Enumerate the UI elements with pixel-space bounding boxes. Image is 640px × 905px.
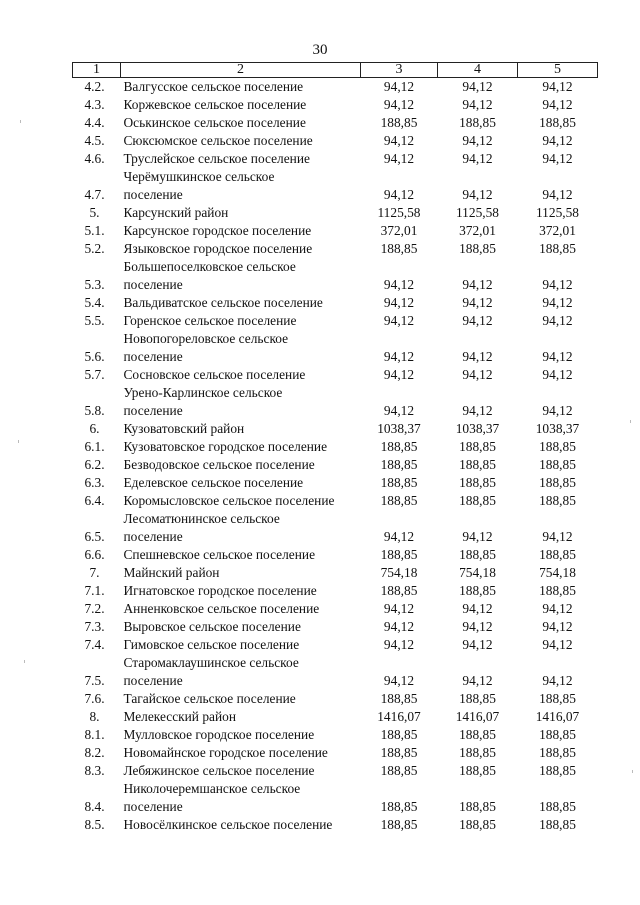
municipality-name-line: Николочеремшанское сельское — [123, 781, 301, 796]
value-column-4: 94,12 — [462, 349, 493, 364]
column-header-3: 3 — [361, 63, 438, 78]
municipality-name-line: Лесоматюнинское сельское — [123, 511, 280, 526]
value-column-5: 94,12 — [542, 619, 573, 634]
value-column-5: 188,85 — [539, 583, 576, 598]
value-column-3: 188,85 — [380, 493, 418, 508]
municipality-name — [121, 240, 361, 258]
municipality-name-line: поселение — [123, 799, 183, 814]
value-column-4: 188,85 — [459, 691, 496, 706]
municipality-name — [121, 384, 361, 420]
municipality-name — [121, 762, 361, 780]
municipality-name — [121, 636, 361, 654]
row-number: 5.7. — [84, 367, 105, 382]
scan-speck — [18, 440, 19, 443]
row-number: 6.4. — [84, 493, 105, 508]
value-column-5: 94,12 — [542, 367, 573, 382]
table-row — [73, 744, 598, 762]
scan-speck — [24, 660, 25, 663]
value-column-5: 754,18 — [539, 565, 576, 580]
municipality-name — [121, 618, 361, 636]
value-column-3: 94,12 — [383, 313, 415, 328]
municipality-name — [121, 168, 361, 204]
row-number: 5. — [89, 205, 100, 220]
municipality-name — [121, 510, 361, 546]
value-column-3: 188,85 — [380, 691, 418, 706]
table-header-row — [73, 63, 598, 78]
scan-speck — [20, 120, 21, 123]
row-number: 7.6. — [84, 691, 105, 706]
value-column-3: 188,85 — [380, 745, 418, 760]
table-row — [73, 510, 598, 546]
value-column-5: 94,12 — [542, 277, 573, 292]
row-number: 5.1. — [84, 223, 105, 238]
table-body — [73, 78, 598, 835]
municipality-name-line: Новопогореловское сельское — [123, 331, 289, 346]
table-row — [73, 132, 598, 150]
row-number: 6.6. — [84, 547, 105, 562]
row-number: 8. — [89, 709, 100, 724]
municipality-name — [121, 492, 361, 510]
municipality-name-line: Карсунский район — [123, 205, 229, 220]
value-column-3: 94,12 — [383, 637, 415, 652]
value-column-4: 188,85 — [459, 439, 496, 454]
municipality-name-line: Черёмушкинское сельское — [123, 169, 275, 184]
table-row — [73, 330, 598, 366]
municipality-name — [121, 420, 361, 438]
value-column-5: 94,12 — [542, 97, 573, 112]
value-column-4: 754,18 — [459, 565, 496, 580]
value-column-5: 94,12 — [542, 295, 573, 310]
value-column-4: 188,85 — [459, 475, 496, 490]
value-column-4: 94,12 — [462, 529, 493, 544]
table-row — [73, 492, 598, 510]
municipality-name-line: Еделевское сельское поселение — [123, 475, 304, 490]
value-column-4: 188,85 — [459, 745, 496, 760]
table-row — [73, 816, 598, 834]
table-row — [73, 240, 598, 258]
municipality-name-line: Валгусское сельское поселение — [123, 79, 304, 94]
value-column-3: 1416,07 — [377, 709, 421, 724]
value-column-4: 94,12 — [462, 97, 493, 112]
value-column-3: 94,12 — [383, 295, 415, 310]
row-number: 8.5. — [84, 817, 105, 832]
value-column-5: 188,85 — [539, 115, 576, 130]
value-column-3: 188,85 — [380, 727, 418, 742]
scan-speck — [630, 420, 631, 423]
value-column-4: 94,12 — [462, 637, 493, 652]
row-number: 7.1. — [84, 583, 105, 598]
value-column-4: 94,12 — [462, 601, 493, 616]
value-column-4: 94,12 — [462, 619, 493, 634]
value-column-5: 188,85 — [539, 817, 576, 832]
value-column-5: 1416,07 — [535, 709, 580, 724]
table-row — [73, 258, 598, 294]
value-column-3: 94,12 — [383, 601, 415, 616]
table-row — [73, 96, 598, 114]
value-column-5: 188,85 — [539, 727, 576, 742]
value-column-3: 94,12 — [383, 673, 415, 688]
municipality-name — [121, 258, 361, 294]
municipality-name — [121, 546, 361, 564]
table-row — [73, 456, 598, 474]
column-header-2: 2 — [121, 63, 361, 78]
value-column-5: 1038,37 — [535, 421, 580, 436]
municipality-name-line: Сосновское сельское поселение — [123, 367, 306, 382]
value-column-3: 1125,58 — [377, 205, 421, 220]
table-row — [73, 204, 598, 222]
column-header-4: 4 — [438, 63, 518, 78]
municipality-name — [121, 744, 361, 762]
value-column-4: 188,85 — [459, 547, 496, 562]
municipality-name-line: Урено-Карлинское сельское — [123, 385, 283, 400]
value-column-3: 188,85 — [380, 241, 418, 256]
municipality-name-line: Гимовское сельское поселение — [123, 637, 300, 652]
municipality-name-line: Тагайское сельское поселение — [123, 691, 296, 706]
value-column-3: 94,12 — [383, 529, 415, 544]
municipality-name — [121, 204, 361, 222]
table-row — [73, 294, 598, 312]
value-column-3: 94,12 — [383, 403, 415, 418]
table-row — [73, 222, 598, 240]
table-row — [73, 636, 598, 654]
municipality-name — [121, 780, 361, 816]
municipality-name-line: Сюксюмское сельское поселение — [123, 133, 313, 148]
value-column-4: 188,85 — [459, 115, 496, 130]
value-column-5: 188,85 — [539, 547, 576, 562]
municipality-name-line: Мулловское городское поселение — [123, 727, 315, 742]
municipality-name — [121, 132, 361, 150]
value-column-4: 188,85 — [459, 763, 496, 778]
budget-table-container — [72, 62, 597, 834]
value-column-3: 372,01 — [380, 223, 418, 238]
municipality-name-line: Кузоватовский район — [123, 421, 245, 436]
row-number: 7.2. — [84, 601, 105, 616]
value-column-3: 188,85 — [380, 115, 418, 130]
municipality-name — [121, 564, 361, 582]
value-column-4: 188,85 — [459, 727, 496, 742]
row-number: 4.3. — [84, 97, 105, 112]
municipality-name-line: Труслейское сельское поселение — [123, 151, 310, 166]
municipality-name-line: Вальдиватское сельское поселение — [123, 295, 323, 310]
budget-table — [72, 62, 598, 834]
value-column-4: 188,85 — [459, 493, 496, 508]
row-number: 5.3. — [84, 277, 105, 292]
row-number: 7.4. — [84, 637, 105, 652]
municipality-name — [121, 312, 361, 330]
row-number: 5.4. — [84, 295, 105, 310]
municipality-name — [121, 96, 361, 114]
column-header-5: 5 — [518, 63, 598, 78]
row-number: 6.2. — [84, 457, 105, 472]
value-column-4: 188,85 — [459, 817, 496, 832]
municipality-name-line: Анненковское сельское поселение — [123, 601, 320, 616]
page-number: 30 — [312, 42, 328, 58]
table-row — [73, 546, 598, 564]
value-column-3: 94,12 — [383, 133, 415, 148]
value-column-4: 94,12 — [462, 403, 493, 418]
municipality-name-line: Выровское сельское поселение — [123, 619, 301, 634]
municipality-name — [121, 366, 361, 384]
municipality-name-line: поселение — [123, 673, 183, 688]
value-column-4: 94,12 — [462, 295, 493, 310]
value-column-3: 188,85 — [380, 763, 418, 778]
row-number: 4.2. — [84, 79, 105, 94]
municipality-name-line: Коромысловское сельское поселение — [123, 493, 335, 508]
value-column-3: 188,85 — [380, 475, 418, 490]
table-row — [73, 366, 598, 384]
value-column-4: 94,12 — [462, 133, 493, 148]
municipality-name — [121, 222, 361, 240]
value-column-3: 94,12 — [383, 349, 415, 364]
value-column-5: 372,01 — [539, 223, 576, 238]
value-column-3: 94,12 — [383, 151, 415, 166]
municipality-name — [121, 330, 361, 366]
municipality-name — [121, 582, 361, 600]
value-column-5: 188,85 — [539, 475, 576, 490]
municipality-name-line: Игнатовское городское поселение — [123, 583, 317, 598]
table-row — [73, 618, 598, 636]
value-column-4: 188,85 — [459, 241, 496, 256]
row-number: 4.6. — [84, 151, 105, 166]
value-column-5: 94,12 — [542, 673, 573, 688]
value-column-4: 94,12 — [462, 151, 493, 166]
table-row — [73, 114, 598, 132]
value-column-5: 188,85 — [539, 763, 576, 778]
value-column-4: 94,12 — [462, 187, 493, 202]
value-column-4: 1125,58 — [455, 205, 500, 220]
row-number: 8.1. — [84, 727, 105, 742]
municipality-name — [121, 114, 361, 132]
value-column-4: 94,12 — [462, 313, 493, 328]
municipality-name — [121, 690, 361, 708]
value-column-3: 94,12 — [383, 187, 415, 202]
table-row — [73, 654, 598, 690]
municipality-name-line: Оськинское сельское поселение — [123, 115, 306, 130]
row-number: 6.5. — [84, 529, 105, 544]
value-column-5: 188,85 — [539, 799, 576, 814]
value-column-4: 188,85 — [459, 457, 496, 472]
value-column-3: 188,85 — [380, 439, 418, 454]
municipality-name-line: поселение — [123, 529, 183, 544]
value-column-5: 188,85 — [539, 457, 576, 472]
value-column-5: 188,85 — [539, 745, 576, 760]
value-column-3: 1038,37 — [377, 421, 421, 436]
value-column-4: 1416,07 — [455, 709, 500, 724]
table-row — [73, 474, 598, 492]
value-column-3: 94,12 — [383, 619, 415, 634]
table-row — [73, 600, 598, 618]
municipality-name — [121, 474, 361, 492]
table-row — [73, 312, 598, 330]
value-column-3: 94,12 — [383, 79, 415, 94]
municipality-name — [121, 438, 361, 456]
value-column-5: 188,85 — [539, 439, 576, 454]
value-column-3: 188,85 — [380, 799, 418, 814]
row-number: 4.5. — [84, 133, 105, 148]
municipality-name-line: поселение — [123, 403, 183, 418]
municipality-name-line: Мелекесский район — [123, 709, 236, 724]
table-row — [73, 780, 598, 816]
row-number: 6. — [89, 421, 100, 436]
row-number: 4.7. — [84, 187, 105, 202]
municipality-name-line: Безводовское сельское поселение — [123, 457, 315, 472]
value-column-3: 754,18 — [380, 565, 418, 580]
value-column-3: 188,85 — [380, 547, 418, 562]
municipality-name-line: Карсунское городское поселение — [123, 223, 312, 238]
value-column-4: 94,12 — [462, 277, 493, 292]
row-number: 5.2. — [84, 241, 105, 256]
value-column-4: 188,85 — [459, 583, 496, 598]
value-column-5: 94,12 — [542, 637, 573, 652]
value-column-5: 1125,58 — [535, 205, 580, 220]
municipality-name — [121, 708, 361, 726]
value-column-5: 94,12 — [542, 79, 573, 94]
municipality-name — [121, 816, 361, 834]
row-number: 4.4. — [84, 115, 105, 130]
municipality-name-line: поселение — [123, 187, 183, 202]
municipality-name — [121, 456, 361, 474]
table-row — [73, 582, 598, 600]
value-column-5: 94,12 — [542, 187, 573, 202]
municipality-name-line: Старомаклаушинское сельское — [123, 655, 299, 670]
value-column-5: 94,12 — [542, 151, 573, 166]
value-column-4: 94,12 — [462, 79, 493, 94]
value-column-5: 94,12 — [542, 313, 573, 328]
table-row — [73, 726, 598, 744]
value-column-5: 188,85 — [539, 493, 576, 508]
table-row — [73, 438, 598, 456]
value-column-3: 94,12 — [383, 277, 415, 292]
table-row — [73, 762, 598, 780]
municipality-name-line: Спешневское сельское поселение — [123, 547, 316, 562]
value-column-5: 94,12 — [542, 529, 573, 544]
value-column-3: 188,85 — [380, 817, 418, 832]
value-column-5: 94,12 — [542, 403, 573, 418]
row-number: 5.5. — [84, 313, 105, 328]
value-column-5: 94,12 — [542, 349, 573, 364]
municipality-name — [121, 726, 361, 744]
municipality-name-line: поселение — [123, 349, 183, 364]
municipality-name-line: Майнский район — [123, 565, 220, 580]
municipality-name-line: Новомайнское городское поселение — [123, 745, 328, 760]
table-row — [73, 420, 598, 438]
row-number: 5.8. — [84, 403, 105, 418]
value-column-3: 188,85 — [380, 583, 418, 598]
value-column-5: 188,85 — [539, 691, 576, 706]
table-row — [73, 690, 598, 708]
column-header-1: 1 — [73, 63, 121, 78]
table-row — [73, 708, 598, 726]
row-number: 8.3. — [84, 763, 105, 778]
value-column-4: 94,12 — [462, 673, 493, 688]
row-number: 8.4. — [84, 799, 105, 814]
table-row — [73, 384, 598, 420]
value-column-3: 188,85 — [380, 457, 418, 472]
value-column-5: 188,85 — [539, 241, 576, 256]
value-column-4: 94,12 — [462, 367, 493, 382]
row-number: 5.6. — [84, 349, 105, 364]
municipality-name — [121, 78, 361, 97]
value-column-5: 94,12 — [542, 601, 573, 616]
row-number: 8.2. — [84, 745, 105, 760]
municipality-name-line: Большепоселковское сельское — [123, 259, 296, 274]
municipality-name — [121, 654, 361, 690]
municipality-name-line: поселение — [123, 277, 183, 292]
value-column-4: 188,85 — [459, 799, 496, 814]
row-number: 7. — [89, 565, 100, 580]
municipality-name — [121, 150, 361, 168]
value-column-3: 94,12 — [383, 97, 415, 112]
value-column-4: 1038,37 — [455, 421, 500, 436]
row-number: 7.5. — [84, 673, 105, 688]
municipality-name-line: Горенское сельское поселение — [123, 313, 297, 328]
value-column-3: 94,12 — [383, 367, 415, 382]
value-column-4: 372,01 — [459, 223, 496, 238]
table-row — [73, 150, 598, 168]
municipality-name — [121, 294, 361, 312]
row-number: 6.3. — [84, 475, 105, 490]
value-column-5: 94,12 — [542, 133, 573, 148]
municipality-name-line: Кузоватовское городское поселение — [123, 439, 328, 454]
municipality-name — [121, 600, 361, 618]
table-row — [73, 564, 598, 582]
table-row — [73, 78, 598, 97]
municipality-name-line: Новосёлкинское сельское поселение — [123, 817, 333, 832]
row-number: 7.3. — [84, 619, 105, 634]
table-row — [73, 168, 598, 204]
municipality-name-line: Коржевское сельское поселение — [123, 97, 307, 112]
municipality-name-line: Лебяжинское сельское поселение — [123, 763, 315, 778]
row-number: 6.1. — [84, 439, 105, 454]
scan-speck — [632, 770, 633, 773]
municipality-name-line: Языковское городское поселение — [123, 241, 313, 256]
